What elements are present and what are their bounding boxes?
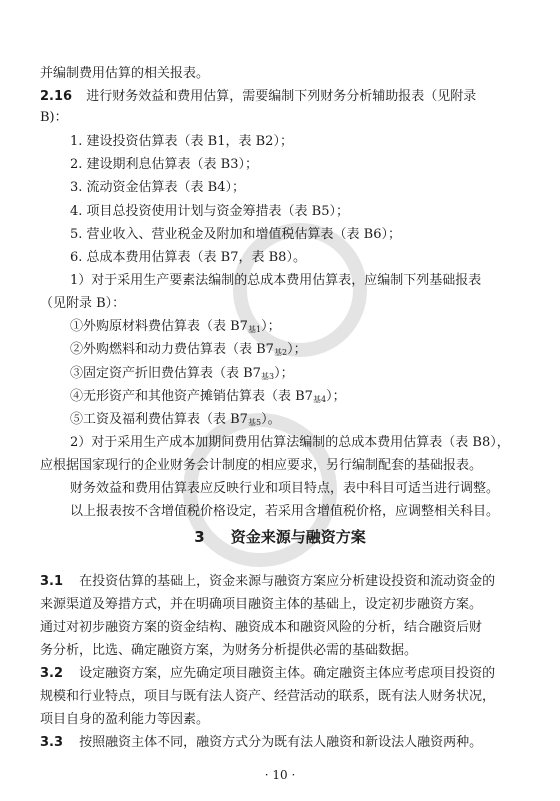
section-3-1-line-2: 来源渠道及筹措方式，并在明确项目融资主体的基础上，设定初步融资方案。 xyxy=(40,597,483,612)
intro-line: 并编制费用估算的相关报表。 xyxy=(40,66,210,81)
list-item: 1. 建设投资估算表（表 B1，表 B2）； xyxy=(70,134,293,149)
note-2-line-1: 2）对于采用生产成本加期间费用估算法编制的总成本费用估算表（表 B8）， xyxy=(70,435,510,450)
sub-list-item: ②外购燃料和动力费估算表（表 $B7_{基2}$）； xyxy=(70,342,307,357)
list-item: 5. 营业收入、营业税金及附加和增值税估算表（表 B6）； xyxy=(70,227,401,242)
section-number: 3.2 xyxy=(40,666,64,681)
page-number: · 10 · xyxy=(264,768,296,782)
section-3-2-line-1: 3.2 设定融资方案，应先确定项目融资主体。确定融资主体应考虑项目投资的 xyxy=(40,666,496,681)
section-text: 进行财务效益和费用估算，需要编制下列财务分析辅助报表（见附录 xyxy=(86,89,477,104)
list-item: 2. 建设期利息估算表（表 B3）； xyxy=(70,157,258,172)
section-3-1-line-4: 务分析，比选、确定融资方案，为财务分析提供必需的基础数据。 xyxy=(40,643,418,658)
chapter-title: 资金来源与融资方案 xyxy=(230,528,366,546)
sub-list-item: ①外购原材料费估算表（表 $B7_{基1}$）； xyxy=(70,319,281,334)
paragraph: 以上报表按不含增值税价格设定，若采用含增值税价格，应调整相关科目。 xyxy=(70,504,500,519)
section-3-3-line-1: 3.3 按照融资主体不同，融资方式分为既有法人融资和新设法人融资两种。 xyxy=(40,735,483,750)
chapter-heading xyxy=(0,526,560,547)
paragraph: 财务效益和费用估算表应反映行业和项目特点，表中科目可适当进行调整。 xyxy=(70,481,500,496)
list-item: 4. 项目总投资使用计划与资金筹措表（表 B5）； xyxy=(70,204,349,219)
section-3-1-line-3: 通过对初步融资方案的资金结构、融资成本和融资风险的分析，结合融资后财 xyxy=(40,620,483,635)
section-2-16-line-2: B)： xyxy=(40,110,68,125)
section-number: 3.1 xyxy=(40,574,64,589)
section-3-2-line-3: 项目自身的盈利能力等因素。 xyxy=(40,712,210,727)
section-2-16-line-1 xyxy=(40,89,476,105)
sub-list-item: ⑤工资及福利费估算表（表 $B7_{基5}$）。 xyxy=(70,412,281,427)
section-number: 3.3 xyxy=(40,735,64,750)
section-3-1-line-1: 3.1 在投资估算的基础上，资金来源与融资方案应分析建设投资和流动资金的 xyxy=(40,574,496,589)
note-1-line-2: （见附录 B）： xyxy=(40,296,126,311)
sub-list-item: ④无形资产和其他资产摊销估算表（表 $B7_{基4}$）； xyxy=(70,389,346,404)
note-2-line-2: 应根据国家现行的企业财务会计制度的相应要求，另行编制配套的基础报表。 xyxy=(40,458,483,473)
chapter-number: 3 xyxy=(194,528,205,546)
section-number: 2.16 xyxy=(40,89,73,104)
sub-list-item: ③固定资产折旧费估算表（表 $B7_{基3}$）； xyxy=(70,366,294,381)
note-1-line-1: 1）对于采用生产要素法编制的总成本费用估算表，应编制下列基础报表 xyxy=(70,273,482,288)
section-3-2-line-2: 规模和行业特点，项目与既有法人资产、经营活动的联系，既有法人财务状况， xyxy=(40,689,496,704)
list-item: 3. 流动资金估算表（表 B4）； xyxy=(70,180,245,195)
list-item: 6. 总成本费用估算表（表 B7，表 B8）。 xyxy=(70,250,306,265)
